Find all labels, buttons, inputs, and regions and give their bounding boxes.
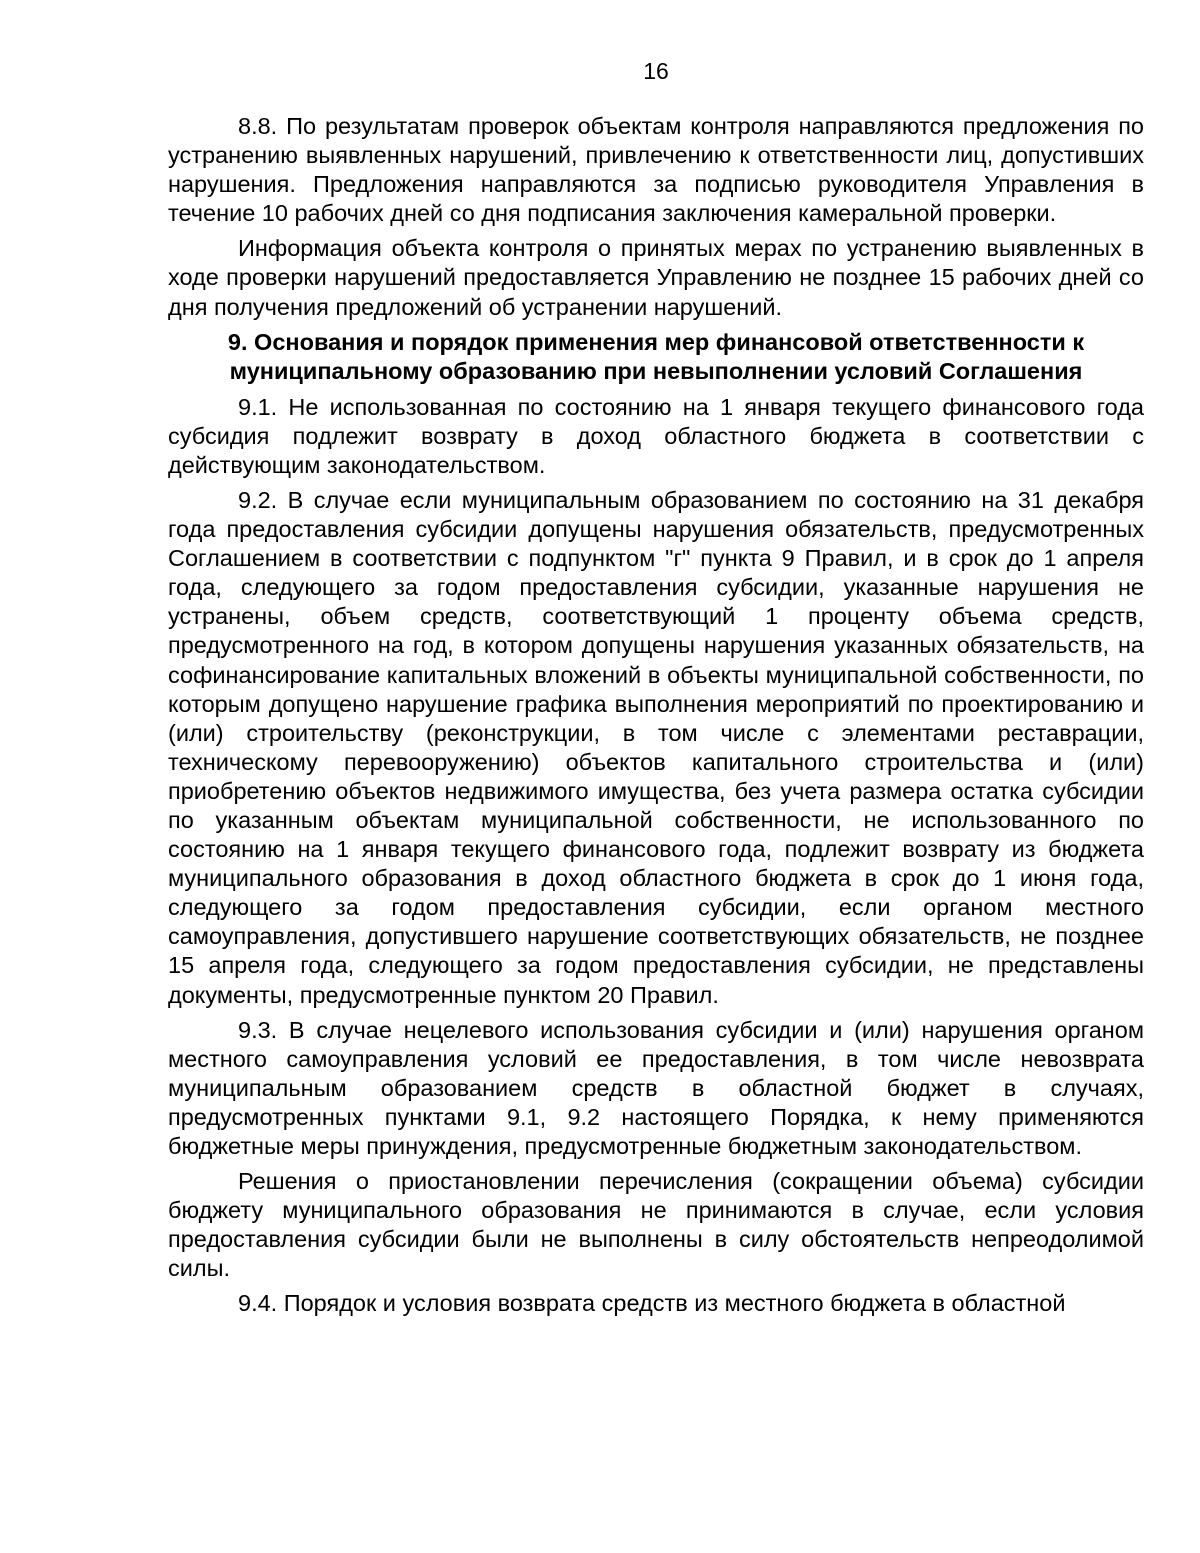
paragraph-9-4: 9.4. Порядок и условия возврата средств из местного бюджета в областной — [238, 1290, 1066, 1317]
paragraph-9-1: 9.1. Не использованная по состоянию на 1 января текущего финансового года субсидия подлежит возврату в доход областного бюджета в соответствии с действующим законодательством. — [168, 393, 1144, 478]
paragraph-9-2: 9.2. В случае если муниципальным образованием по состоянию на 31 декабря года предоставления субсидии допущены нарушения обязательств, предусмотренных Соглашением в соответствии с подпунктом "г" пункта 9 Правил, и в срок до 1 апреля года, следующего за годом предоставления субсидии, указанные нарушения не устранены, объем средств, соответствующий 1 проценту объема средств, предусмотренного на год, в котором допущены нарушения указанных обязательств, на софинансирование капитальных вложений в объекты муниципальной собственности, по которым допущено нарушение графика выполнения мероприятий по проектированию и (или) строительству (реконструкции, в том числе с элементами реставрации, техническому перевооружению) объектов капитального строительства и (или) приобретению объектов недвижимого имущества, без учета размера остатка субсидии по указанным объектам муниципальной собственности, не использованного по состоянию на 1 января текущего финансового года, подлежит возврату из бюджета муниципального образования в доход областного бюджета в срок до 1 июня года, следующего за годом предоставления субсидии, если органом местного самоуправления, допустившего нарушение соответствующих обязательств, не позднее 15 апреля года, следующего за годом предоставления субсидии, не представлены документы, предусмотренные пунктом 20 Правил. — [168, 486, 1144, 1008]
paragraph-9-3: 9.3. В случае нецелевого использования субсидии и (или) нарушения органом местного самоуправления условий ее предоставления, в том числе невозврата муниципальным образованием средств в областной бюджет в случаях, предусмотренных пунктами 9.1, 9.2 настоящего Порядка, к нему применяются бюджетные меры принуждения, предусмотренные бюджетным законодательством. — [168, 1016, 1144, 1159]
section-9-heading: 9. Основания и порядок применения мер финансовой ответственности к муниципальному образованию при невыполнении условий Соглашения — [227, 328, 1085, 385]
document-body — [168, 112, 1144, 1325]
paragraph-8-8: 8.8. По результатам проверок объектам контроля направляются предложения по устранению выявленных нарушений, привлечению к ответственности лиц, допустивших нарушения. Предложения направляются за подписью руководителя Управления в течение 10 рабочих дней со дня подписания заключения камеральной проверки. — [168, 113, 1144, 227]
paragraph-control-object-info: Информация объекта контроля о принятых мерах по устранению выявленных в ходе проверки нарушений предоставляется Управлению не позднее 15 рабочих дней со дня получения предложений об устранении нарушений. — [168, 235, 1144, 320]
page-number: 16 — [643, 58, 669, 84]
paragraph-suspension-decisions: Решения о приостановлении перечисления (сокращении объема) субсидии бюджету муниципального образования не принимаются в случае, если условия предоставления субсидии были не выполнены в силу обстоятельств непреодолимой силы. — [168, 1168, 1144, 1282]
